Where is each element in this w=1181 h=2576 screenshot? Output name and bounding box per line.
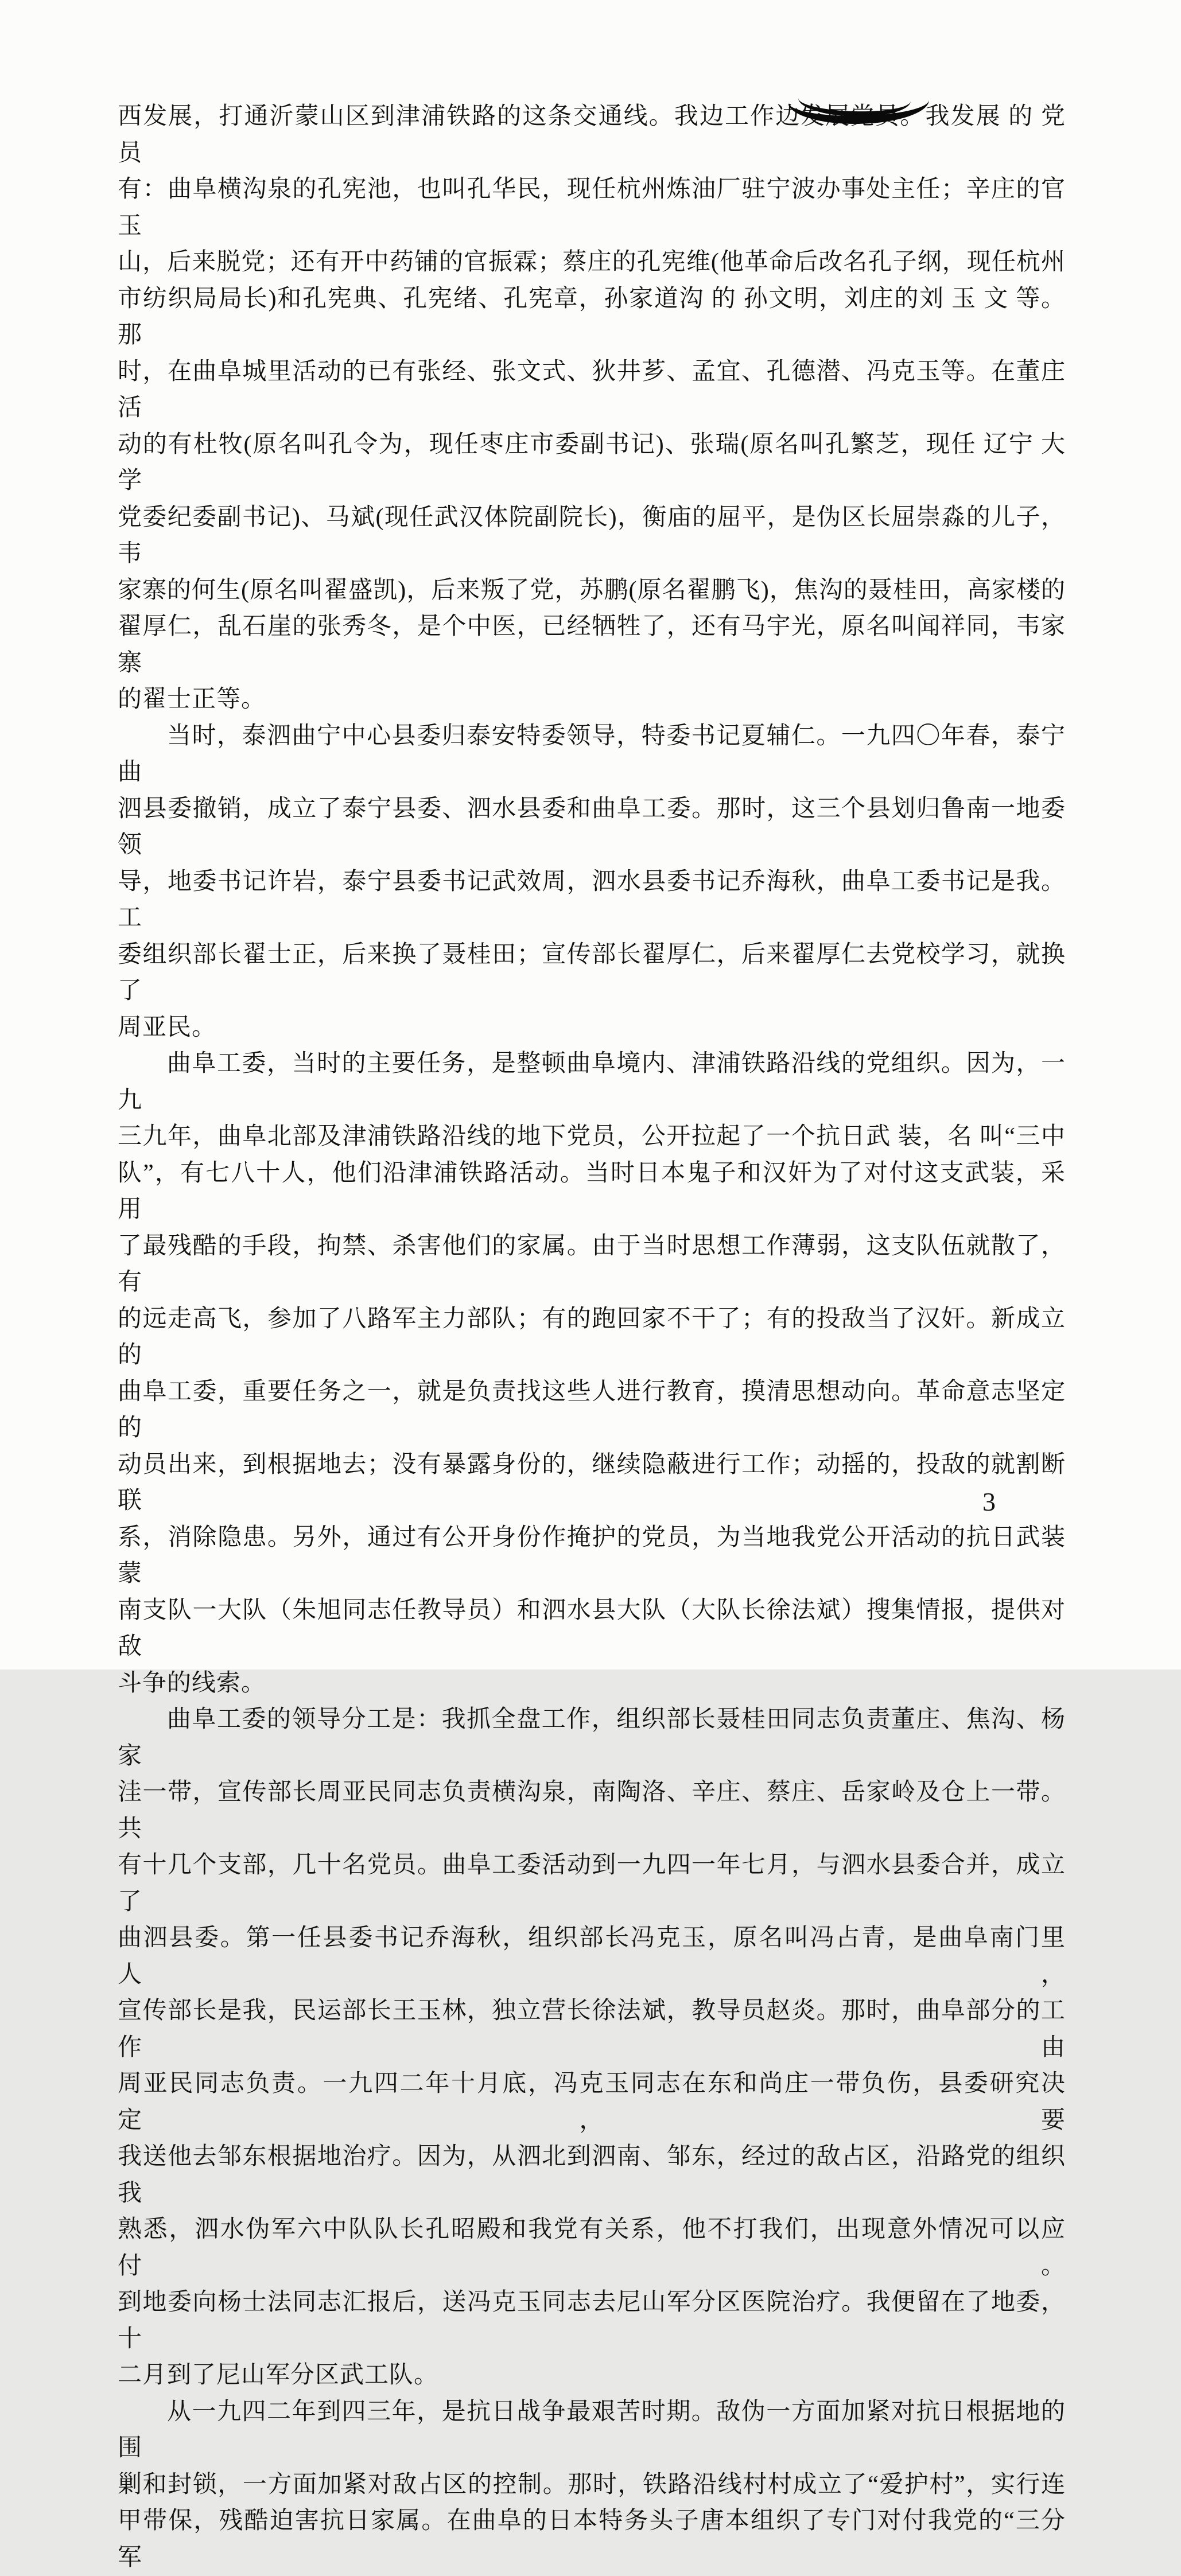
text-line: 到地委向杨士法同志汇报后，送冯克玉同志去尼山军分区医院治疗。我便留在了地委，十 (118, 2289, 1066, 2352)
text-line: 队”，有七八十人，他们沿津浦铁路活动。当时日本鬼子和汉奸为了对付这支武装，采用 (118, 1159, 1066, 1223)
text-line: 的翟士正等。 (118, 686, 266, 713)
text-line: 三九年，曲阜北部及津浦铁路沿线的地下党员，公开拉起了一个抗日武 装，名 叫“三中 (118, 1123, 1066, 1150)
text-line: 动员出来，到根据地去；没有暴露身份的，继续隐蔽进行工作；动摇的，投敌的就割断联 (118, 1451, 1066, 1514)
text-line: 周亚民同志负责。一九四二年十月底，冯克玉同志在东和尚庄一带负伤，县委研究决定，要 (118, 2071, 1066, 2134)
text-line: 周亚民。 (118, 1014, 217, 1041)
text-line: 洼一带，宣传部长周亚民同志负责横沟泉，南陶洛、辛庄、蔡庄、岳家岭及仓上一带。共 (118, 1779, 1066, 1842)
text-line: 曲泗县委。第一任县委书记乔海秋，组织部长冯克玉，原名叫冯占青，是曲阜南门里人， (118, 1925, 1066, 1988)
text-line: 时，在曲阜城里活动的已有张经、张文式、狄井芗、孟宜、孔德潜、冯克玉等。在董庄活 (118, 358, 1066, 421)
text-line: 翟厚仁，乱石崖的张秀冬，是个中医，已经牺牲了，还有马宇光，原名叫闻祥同，韦家寨 (118, 613, 1066, 676)
text-line: 当时，泰泗曲宁中心县委归泰安特委领导，特委书记夏辅仁。一九四〇年春，泰宁曲 (118, 722, 1066, 785)
text-line: 南支队一大队（朱旭同志任教导员）和泗水县大队（大队长徐法斌）搜集情报，提供对敌 (118, 1597, 1066, 1660)
text-line: 委组织部长翟士正，后来换了聂桂田；宣传部长翟厚仁，后来翟厚仁去党校学习，就换了 (118, 941, 1066, 1004)
text-line: 曲阜工委，重要任务之一，就是负责找这些人进行教育，摸清思想动向。革命意志坚定的 (118, 1378, 1066, 1441)
text-line: 了最残酷的手段，拘禁、杀害他们的家属。由于当时思想工作薄弱，这支队伍就散了，有 (118, 1232, 1066, 1295)
text-line: 山，后来脱党；还有开中药铺的官振霖；蔡庄的孔宪维(他革命后改名孔子纲，现任杭州 (118, 249, 1066, 275)
text-line: 家寨的何生(原名叫翟盛凯)，后来叛了党，苏鹏(原名翟鹏飞)，焦沟的聂桂田，高家楼的 (118, 577, 1066, 604)
text-line: 有：曲阜横沟泉的孔宪池，也叫孔华民，现任杭州炼油厂驻宁波办事处主任；辛庄的官玉 (118, 176, 1066, 239)
text-line: 系，消除隐患。另外，通过有公开身份作掩护的党员，为当地我党公开活动的抗日武装蒙 (118, 1524, 1066, 1587)
page-number: 3 (982, 1487, 996, 1516)
text-line: 我送他去邹东根据地治疗。因为，从泗北到泗南、邹东，经过的敌占区，沿路党的组织我 (118, 2143, 1066, 2207)
text-line: 从一九四二年到四三年，是抗日战争最艰苦时期。敌伪一方面加紧对抗日根据地的围 (118, 2398, 1066, 2461)
text-block (118, 99, 1066, 2576)
text-line: 二月到了尼山军分区武工队。 (118, 2362, 439, 2388)
text-line: 党委纪委副书记)、马斌(现任武汉体院副院长)，衡庙的屈平，是伪区长屈崇淼的儿子，韦 (118, 504, 1066, 567)
text-line: 曲阜工委的领导分工是：我抓全盘工作，组织部长聂桂田同志负责董庄、焦沟、杨家 (118, 1706, 1066, 1769)
text-line: 泗县委撤销，成立了泰宁县委、泗水县委和曲阜工委。那时，这三个县划归鲁南一地委领 (118, 795, 1066, 858)
text-line: 西发展，打通沂蒙山区到津浦铁路的这条交通线。我边工作边发展党员。我发展 的 党 员 (118, 99, 1066, 172)
scribbled-out-text: 发展党员 (801, 99, 899, 135)
text-line: 导，地委书记许岩，泰宁县委书记武效周，泗水县委书记乔海秋，曲阜工委书记是我。工 (118, 868, 1066, 931)
text-line: 的远走高飞，参加了八路军主力部队；有的跑回家不干了；有的投敌当了汉奸。新成立的 (118, 1305, 1066, 1368)
text-line: 熟悉，泗水伪军六中队队长孔昭殿和我党有关系，他不打我们，出现意外情况可以应付。 (118, 2216, 1066, 2279)
text-line: 斗争的线索。 (118, 1670, 266, 1696)
text-line: 宣传部长是我，民运部长王玉林，独立营长徐法斌，教导员赵炎。那时，曲阜部分的工作由 (118, 1998, 1066, 2061)
text-line: 剿和封锁，一方面加紧对敌占区的控制。那时，铁路沿线村村成立了“爱护村”，实行连 (118, 2471, 1066, 2498)
text-line: 曲阜工委，当时的主要任务，是整顿曲阜境内、津浦铁路沿线的党组织。因为，一九 (118, 1050, 1066, 1114)
text-line: 动的有杜牧(原名叫孔令为，现任枣庄市委副书记)、张瑞(原名叫孔繁芝，现任 辽宁 大 学 (118, 431, 1066, 494)
text-line: 市纺织局局长)和孔宪典、孔宪绪、孔宪章，孙家道沟 的 孙文明，刘庄的刘 玉 文 等。那 (118, 285, 1066, 348)
text-line: 有十几个支部，几十名党员。曲阜工委活动到一九四一年七月，与泗水县委合并，成立了 (118, 1852, 1066, 1915)
text-line: 甲带保，残酷迫害抗日家属。在曲阜的日本特务头子唐本组织了专门对付我党的“三分军 (118, 2508, 1066, 2571)
